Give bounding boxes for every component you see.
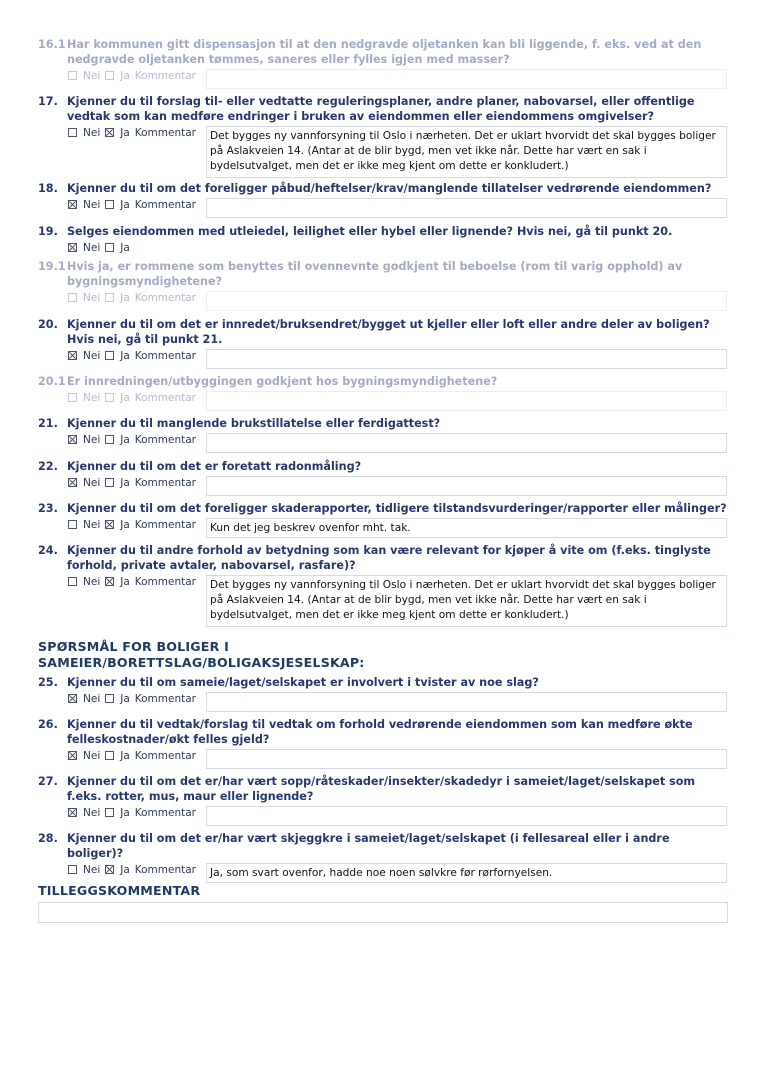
answer-options xyxy=(68,434,196,446)
question-text: Kjenner du til vedtak/forslag til vedtak om forhold vedrørende eiendommen som kan medføre økte felleskostnader/økt felles gjeld? xyxy=(67,718,693,746)
label-nei: Nei xyxy=(83,199,101,211)
question-text: Selges eiendommen med utleiedel, leilighet eller hybel eller lignende? Hvis nei, gå til punkt 20. xyxy=(67,225,673,238)
answer-options xyxy=(68,864,196,876)
label-kommentar: Kommentar xyxy=(134,864,196,876)
label-nei: Nei xyxy=(83,807,101,819)
checkbox-nei[interactable] xyxy=(68,435,77,444)
answer-options xyxy=(68,70,196,82)
question-number: 27. xyxy=(38,775,58,788)
label-nei: Nei xyxy=(83,693,101,705)
checkbox-ja[interactable] xyxy=(105,393,114,402)
checkbox-nei[interactable] xyxy=(68,128,77,137)
question-text: Kjenner du til forslag til- eller vedtatte reguleringsplaner, andre planer, nabovarsel, eller offentlige vedtak som kan medføre endringer i bruken av eiendommen eller eiendommens omgivelser? xyxy=(67,95,695,123)
label-nei: Nei xyxy=(83,127,101,139)
question-header xyxy=(38,717,728,747)
label-nei: Nei xyxy=(83,519,101,531)
label-kommentar: Kommentar xyxy=(134,693,196,705)
label-kommentar: Kommentar xyxy=(134,70,196,82)
label-kommentar: Kommentar xyxy=(134,807,196,819)
question-27 xyxy=(38,774,728,825)
label-nei: Nei xyxy=(83,292,101,304)
comment-field[interactable] xyxy=(206,391,727,411)
checkbox-nei[interactable] xyxy=(68,751,77,760)
question-header xyxy=(38,416,728,431)
answer-options xyxy=(68,807,196,819)
question-text: Kjenner du til om det foreligger skaderapporter, tidligere tilstandsvurderinger/rapporter eller målinger? xyxy=(67,502,727,515)
answer-options xyxy=(68,392,196,404)
answer-row xyxy=(38,806,728,825)
checkbox-ja[interactable] xyxy=(105,751,114,760)
question-header xyxy=(38,675,728,690)
question-header xyxy=(38,543,728,573)
label-ja: Ja xyxy=(120,519,130,531)
question-number: 28. xyxy=(38,832,58,845)
comment-field[interactable] xyxy=(206,749,727,769)
checkbox-nei[interactable] xyxy=(68,71,77,80)
comment-field[interactable] xyxy=(206,291,727,311)
question-number: 26. xyxy=(38,718,58,731)
question-25 xyxy=(38,675,728,711)
answer-row xyxy=(38,198,728,217)
label-kommentar: Kommentar xyxy=(134,292,196,304)
checkbox-nei[interactable] xyxy=(68,293,77,302)
answer-options xyxy=(68,750,196,762)
label-kommentar: Kommentar xyxy=(134,750,196,762)
label-kommentar: Kommentar xyxy=(134,434,196,446)
checkbox-nei[interactable] xyxy=(68,393,77,402)
checkbox-nei[interactable] xyxy=(68,520,77,529)
question-28 xyxy=(38,831,728,882)
answer-options xyxy=(68,576,196,588)
question-18 xyxy=(38,181,728,217)
checkbox-nei[interactable] xyxy=(68,694,77,703)
answer-options xyxy=(68,519,196,531)
comment-field[interactable]: Det bygges ny vannforsyning til Oslo i nærheten. Det er uklart hvorvidt det skal bygges boliger på Aslakveien 14. (Antar at de blir bygd, men vet ikke når. Dette har vært en sak i bydelsutvalget, men det er ikke meg kjent om dette er konkludert.) xyxy=(206,126,727,178)
question-text: Hvis ja, er rommene som benyttes til ovennevnte godkjent til beboelse (rom til varig opphold) av bygningsmyndighetene? xyxy=(67,260,683,288)
question-17 xyxy=(38,94,728,177)
label-kommentar: Kommentar xyxy=(134,477,196,489)
answer-row xyxy=(38,433,728,452)
label-ja: Ja xyxy=(120,750,130,762)
checkbox-ja[interactable] xyxy=(105,577,114,586)
label-ja: Ja xyxy=(120,864,130,876)
question-header xyxy=(38,831,728,861)
question-text: Kjenner du til om det er foretatt radonmåling? xyxy=(67,460,362,473)
question-header xyxy=(38,459,728,474)
question-header xyxy=(38,94,728,124)
question-23 xyxy=(38,501,728,537)
label-ja: Ja xyxy=(120,477,130,489)
answer-row xyxy=(38,126,728,177)
question-19 xyxy=(38,224,728,258)
question-header xyxy=(38,501,728,516)
answer-row xyxy=(38,391,728,410)
question-text: Kjenner du til om det foreligger påbud/heftelser/krav/manglende tillatelser vedrørende eiendommen? xyxy=(67,182,712,195)
label-ja: Ja xyxy=(120,807,130,819)
label-ja: Ja xyxy=(120,392,130,404)
comment-field[interactable] xyxy=(206,476,727,496)
comment-field[interactable] xyxy=(206,198,727,218)
label-nei: Nei xyxy=(83,392,101,404)
question-text: Har kommunen gitt dispensasjon til at den nedgravde oljetanken kan bli liggende, f. eks. ved at den nedgravde oljetanken tømmes, saneres eller fylles igjen med masser? xyxy=(67,38,702,66)
checkbox-ja[interactable] xyxy=(105,808,114,817)
question-text: Kjenner du til andre forhold av betydning som kan være relevant for kjøper å vite om (f.eks. tinglyste forhold, private avtaler, nabovarsel, rasfare)? xyxy=(67,544,711,572)
question-text: Kjenner du til om det er innredet/bruksendret/bygget ut kjeller eller loft eller andre deler av boligen? Hvis nei, gå til punkt 21. xyxy=(67,318,710,346)
checkbox-ja[interactable] xyxy=(105,478,114,487)
section-heading-sameier: SPØRSMÅL FOR BOLIGER I SAMEIER/BORETTSLAG/BOLIGAKSJESELSKAP: xyxy=(38,639,365,670)
question-number: 22. xyxy=(38,460,58,473)
answer-options xyxy=(68,242,135,254)
answer-row xyxy=(38,241,728,258)
label-ja: Ja xyxy=(120,292,130,304)
checkbox-ja[interactable] xyxy=(105,200,114,209)
question-header xyxy=(38,374,728,389)
checkbox-nei[interactable] xyxy=(68,865,77,874)
checkbox-ja[interactable] xyxy=(105,435,114,444)
question-text: Kjenner du til om det er/har vært sopp/råteskader/insekter/skadedyr i sameiet/laget/selskapet som f.eks. rotter, mus, maur eller lignende? xyxy=(67,775,696,803)
answer-row xyxy=(38,749,728,768)
question-number: 18. xyxy=(38,182,58,195)
question-number: 19.1 xyxy=(38,260,66,273)
question-header xyxy=(38,774,728,804)
additional-comment-heading: TILLEGGSKOMMENTAR xyxy=(38,883,201,898)
label-ja: Ja xyxy=(120,70,130,82)
answer-options xyxy=(68,693,196,705)
label-nei: Nei xyxy=(83,576,101,588)
question-19-1 xyxy=(38,259,728,310)
comment-field[interactable]: Det bygges ny vannforsyning til Oslo i nærheten. Det er uklart hvorvidt det skal bygges boliger på Aslakveien 14. (Antar at de blir bygd, men vet ikke når. Dette har vært en sak i bydelsutvalget, men det er ikke meg kjent om dette er konkludert.) xyxy=(206,575,727,627)
question-20 xyxy=(38,317,728,368)
label-nei: Nei xyxy=(83,350,101,362)
checkbox-ja[interactable] xyxy=(105,71,114,80)
answer-options xyxy=(68,127,196,139)
checkbox-ja[interactable] xyxy=(105,520,114,529)
question-26 xyxy=(38,717,728,768)
label-kommentar: Kommentar xyxy=(134,350,196,362)
comment-field[interactable] xyxy=(206,69,727,89)
answer-options xyxy=(68,199,196,211)
answer-row xyxy=(38,575,728,626)
checkbox-nei[interactable] xyxy=(68,243,77,252)
label-nei: Nei xyxy=(83,434,101,446)
checkbox-ja[interactable] xyxy=(105,243,114,252)
label-ja: Ja xyxy=(120,576,130,588)
checkbox-ja[interactable] xyxy=(105,128,114,137)
question-number: 25. xyxy=(38,676,58,689)
label-nei: Nei xyxy=(83,864,101,876)
checkbox-nei[interactable] xyxy=(68,351,77,360)
question-24 xyxy=(38,543,728,626)
question-number: 20.1 xyxy=(38,375,66,388)
comment-field[interactable] xyxy=(206,433,727,453)
answer-row xyxy=(38,349,728,368)
question-header xyxy=(38,259,728,289)
additional-comment-field[interactable] xyxy=(38,902,728,923)
label-kommentar: Kommentar xyxy=(134,199,196,211)
label-kommentar: Kommentar xyxy=(134,392,196,404)
checkbox-ja[interactable] xyxy=(105,865,114,874)
question-21 xyxy=(38,416,728,452)
answer-row xyxy=(38,291,728,310)
checkbox-nei[interactable] xyxy=(68,478,77,487)
label-ja: Ja xyxy=(120,127,130,139)
comment-field[interactable] xyxy=(206,349,727,369)
answer-row xyxy=(38,518,728,537)
checkbox-nei[interactable] xyxy=(68,577,77,586)
label-ja: Ja xyxy=(120,242,130,254)
question-text: Kjenner du til om sameie/laget/selskapet er involvert i tvister av noe slag? xyxy=(67,676,539,689)
label-kommentar: Kommentar xyxy=(134,576,196,588)
label-nei: Nei xyxy=(83,477,101,489)
label-ja: Ja xyxy=(120,350,130,362)
question-header xyxy=(38,181,728,196)
answer-options xyxy=(68,350,196,362)
question-number: 17. xyxy=(38,95,58,108)
answer-row xyxy=(38,476,728,495)
answer-options xyxy=(68,477,196,489)
question-number: 19. xyxy=(38,225,58,238)
comment-field[interactable]: Ja, som svart ovenfor, hadde noe noen sølvkre før rørfornyelsen. xyxy=(206,863,727,883)
comment-field[interactable] xyxy=(206,806,727,826)
checkbox-nei[interactable] xyxy=(68,200,77,209)
question-text: Kjenner du til om det er/har vært skjeggkre i sameiet/laget/selskapet (i fellesareal eller i andre boliger)? xyxy=(67,832,670,860)
label-ja: Ja xyxy=(120,693,130,705)
question-number: 24. xyxy=(38,544,58,557)
answer-row xyxy=(38,692,728,711)
question-header xyxy=(38,317,728,347)
question-header xyxy=(38,224,728,239)
question-number: 16.1 xyxy=(38,38,66,51)
label-kommentar: Kommentar xyxy=(134,519,196,531)
question-text: Er innredningen/utbyggingen godkjent hos bygningsmyndighetene? xyxy=(67,375,498,388)
label-nei: Nei xyxy=(83,242,101,254)
question-text: Kjenner du til manglende brukstillatelse eller ferdigattest? xyxy=(67,417,441,430)
question-22 xyxy=(38,459,728,495)
checkbox-ja[interactable] xyxy=(105,694,114,703)
label-ja: Ja xyxy=(120,434,130,446)
answer-options xyxy=(68,292,196,304)
question-number: 23. xyxy=(38,502,58,515)
label-kommentar: Kommentar xyxy=(134,127,196,139)
comment-field[interactable]: Kun det jeg beskrev ovenfor mht. tak. xyxy=(206,518,727,538)
label-nei: Nei xyxy=(83,750,101,762)
question-20-1 xyxy=(38,374,728,410)
question-number: 21. xyxy=(38,417,58,430)
checkbox-ja[interactable] xyxy=(105,351,114,360)
checkbox-nei[interactable] xyxy=(68,808,77,817)
label-nei: Nei xyxy=(83,70,101,82)
question-header xyxy=(38,37,728,67)
answer-row xyxy=(38,69,728,88)
comment-field[interactable] xyxy=(206,692,727,712)
checkbox-ja[interactable] xyxy=(105,293,114,302)
answer-row xyxy=(38,863,728,882)
label-ja: Ja xyxy=(120,199,130,211)
question-number: 20. xyxy=(38,318,58,331)
question-16-1 xyxy=(38,37,728,88)
